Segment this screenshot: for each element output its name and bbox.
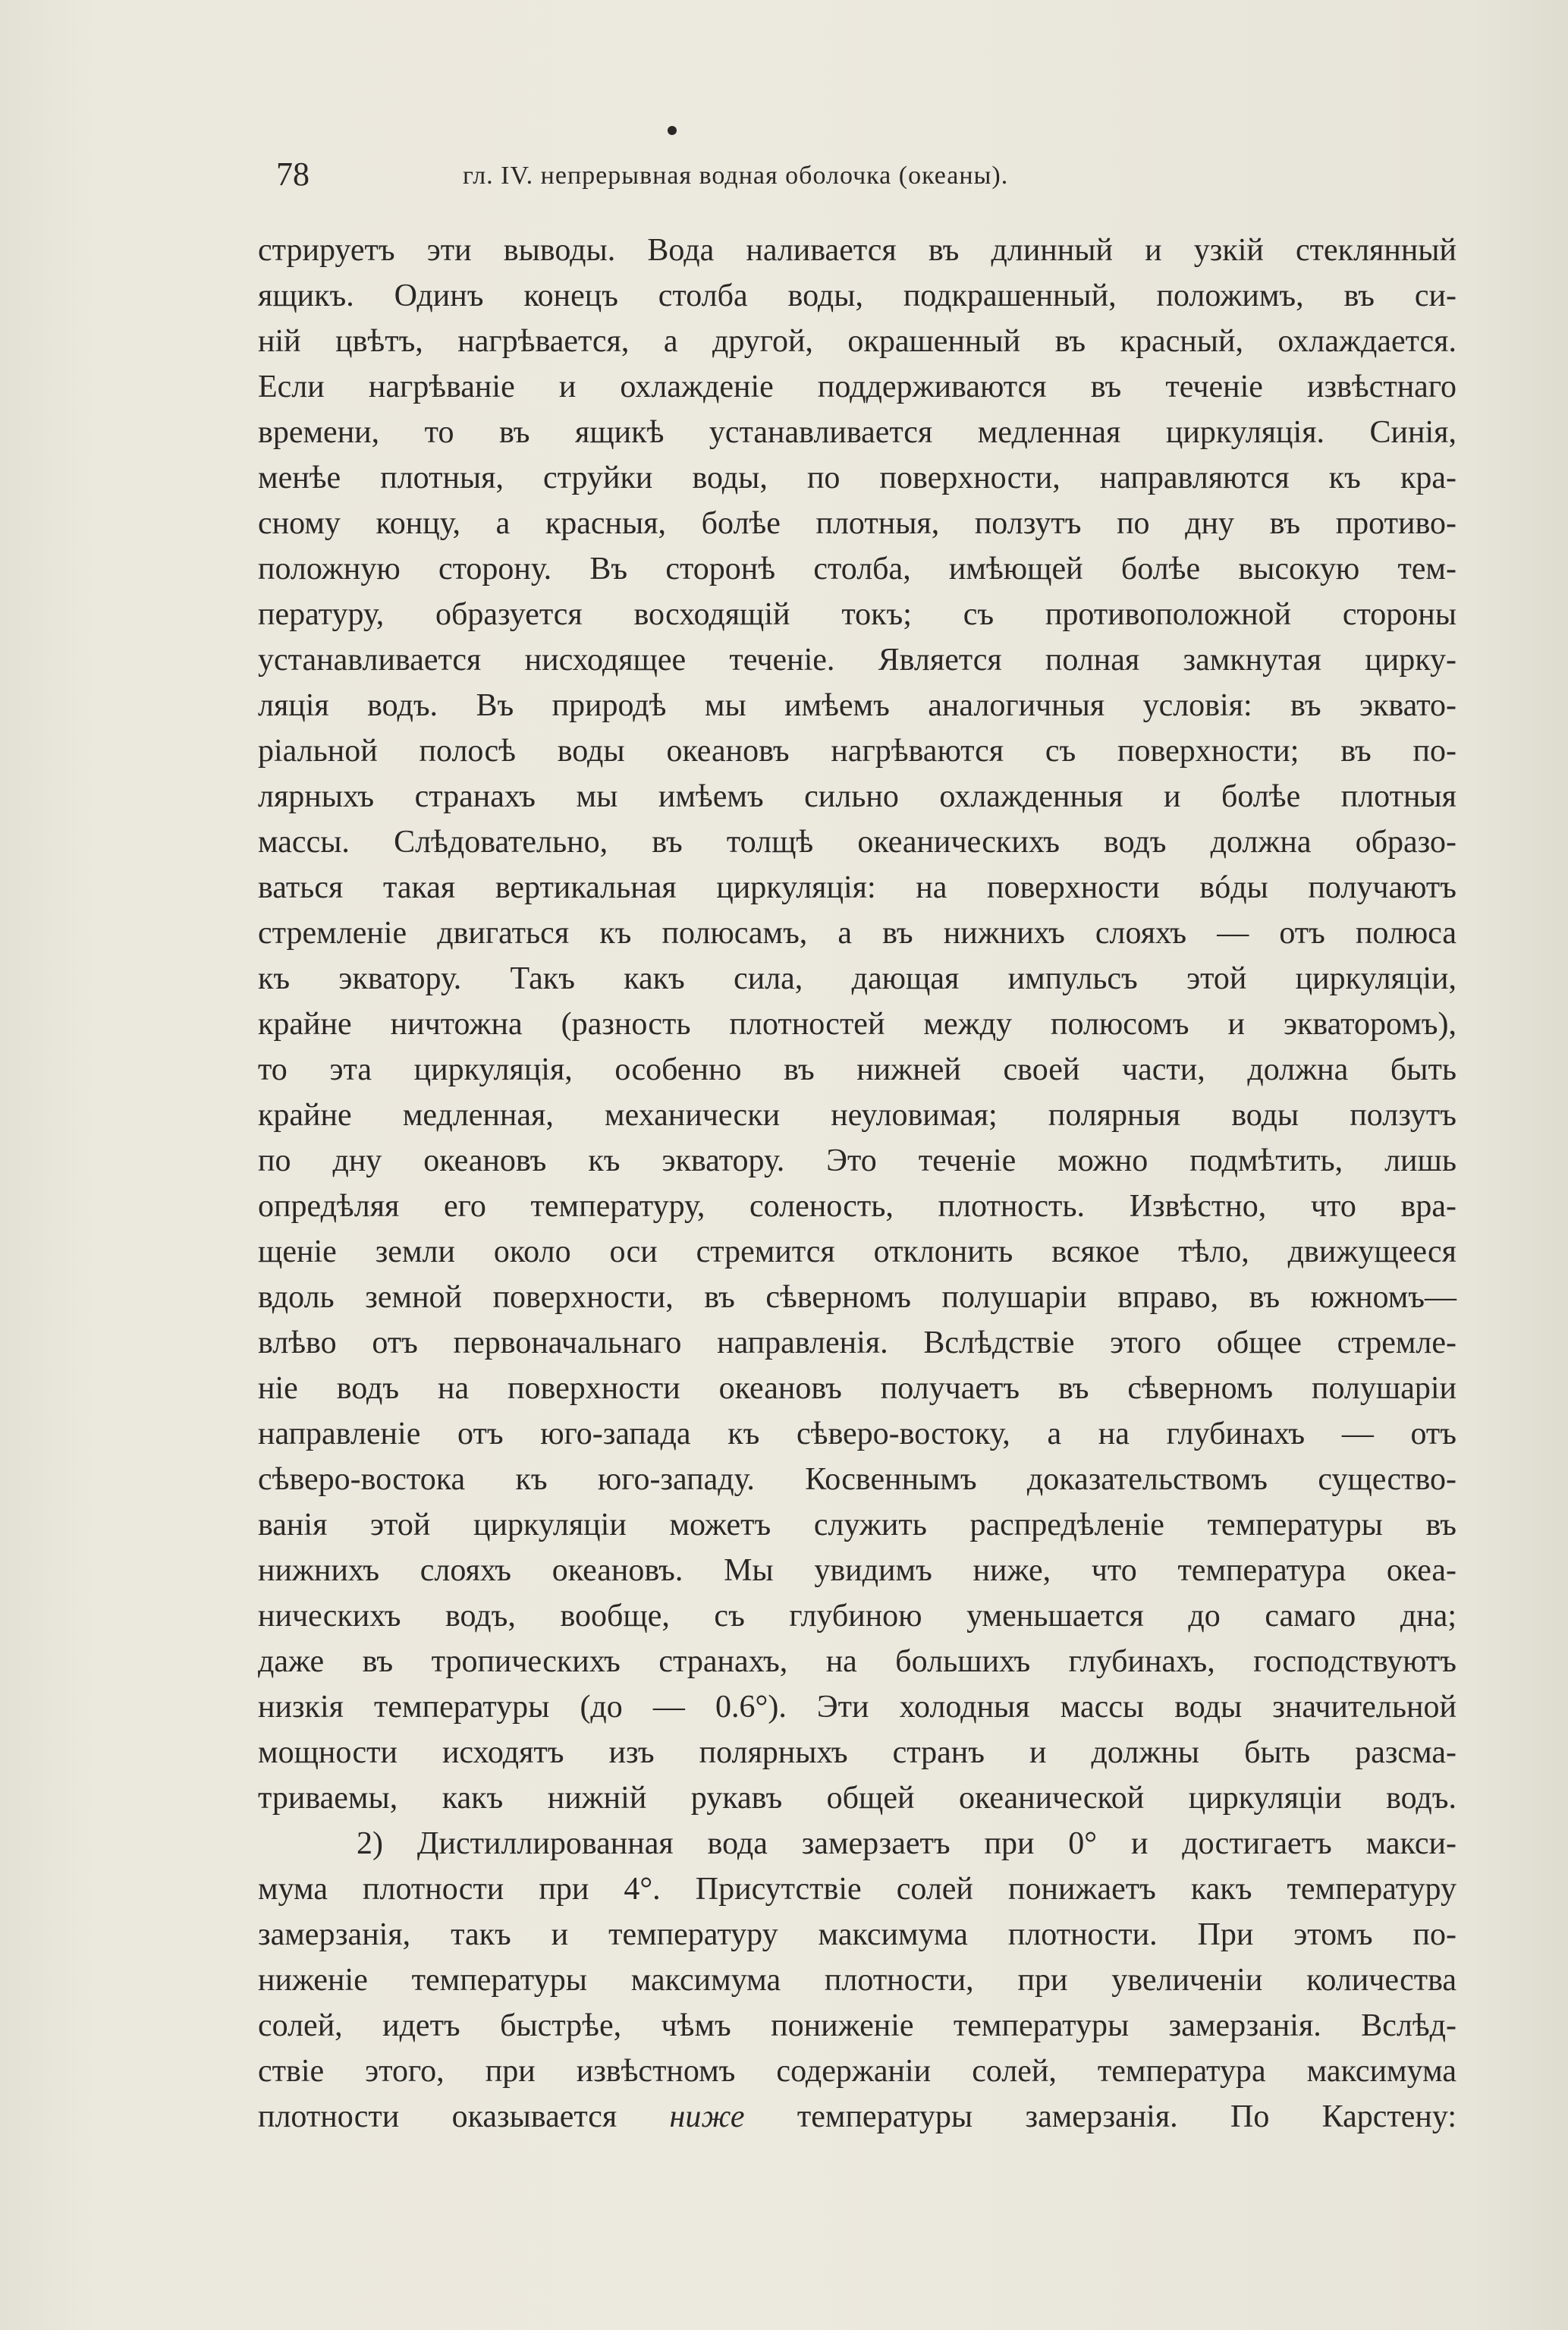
text-line: даже въ тропическихъ странахъ, на большихъ глубинахъ, господствуютъ (258, 1644, 1456, 1679)
text-line: мума плотности при 4°. Присутствіе солей понижаетъ какъ температуру (258, 1872, 1456, 1907)
text-line: крайне ничтожна (разность плотностей между полюсомъ и экваторомъ), (258, 1007, 1456, 1042)
text-line: ствіе этого, при извѣстномъ содержаніи солей, температура максимума (258, 2054, 1456, 2089)
text-line: солей, идетъ быстрѣе, чѣмъ пониженіе температуры замерзанія. Вслѣд- (258, 2008, 1456, 2043)
text-line: ниженіе температуры максимума плотности, при увеличеніи количества (258, 1963, 1456, 1998)
emphasis-word: ниже (669, 2099, 745, 2134)
text-line: ріальной полосѣ воды океановъ нагрѣваются съ поверхности; въ по- (258, 734, 1456, 769)
text-line: мощности исходятъ изъ полярныхъ странъ и должны быть разсма- (258, 1735, 1456, 1770)
text-line: ническихъ водъ, вообще, съ глубиною уменьшается до самаго дна; (258, 1599, 1456, 1634)
ink-dot (668, 126, 677, 135)
text-line: ляція водъ. Въ природѣ мы имѣемъ аналогичныя условія: въ эквато- (258, 688, 1456, 723)
text-line: стрируетъ эти выводы. Вода наливается въ длинный и узкій стеклянный (258, 233, 1456, 268)
text-line: крайне медленная, механически неуловимая; полярныя воды ползутъ (258, 1098, 1456, 1133)
running-head (273, 152, 1456, 197)
text-line: сѣверо-востока къ юго-западу. Косвеннымъ доказательствомъ существо- (258, 1462, 1456, 1497)
text-line: ній цвѣтъ, нагрѣвается, а другой, окрашенный въ красный, охлаждается. (258, 324, 1456, 359)
text-line: Если нагрѣваніе и охлажденіе поддерживаются въ теченіе извѣстнаго (258, 369, 1456, 404)
last-line-start: плотности оказывается (258, 2099, 670, 2134)
text-line: триваемы, какъ нижній рукавъ общей океанической циркуляціи водъ. (258, 1781, 1456, 1816)
text-line: сному концу, а красныя, болѣе плотныя, ползутъ по дну въ противо- (258, 506, 1456, 541)
text-line: вдоль земной поверхности, въ сѣверномъ полушаріи вправо, въ южномъ— (258, 1280, 1456, 1315)
text-line: ящикъ. Одинъ конецъ столба воды, подкрашенный, положимъ, въ си- (258, 278, 1456, 313)
text-line: пературу, образуется восходящій токъ; съ противоположной стороны (258, 597, 1456, 632)
paragraph-2-first-line: 2) Дистиллированная вода замерзаетъ при 0° и достигаетъ макси- (357, 1826, 1456, 1861)
text-line: щеніе земли около оси стремится отклонить всякое тѣло, движущееся (258, 1234, 1456, 1269)
text-line: массы. Слѣдовательно, въ толщѣ океаническихъ водъ должна образо- (258, 825, 1456, 860)
text-line: положную сторону. Въ сторонѣ столба, имѣющей болѣе высокую тем- (258, 552, 1456, 586)
text-line: опредѣляя его температуру, соленость, плотность. Извѣстно, что вра- (258, 1189, 1456, 1224)
text-line: ніе водъ на поверхности океановъ получаетъ въ сѣверномъ полушаріи (258, 1371, 1456, 1406)
text-line: ваться такая вертикальная циркуляція: на поверхности вóды получаютъ (258, 870, 1456, 905)
last-line-end: температуры замерзанія. По Карстену: (744, 2099, 1456, 2134)
text-line: стремленіе двигаться къ полюсамъ, а въ нижнихъ слояхъ — отъ полюса (258, 916, 1456, 951)
text-line: низкія температуры (до — 0.6°). Эти холодныя массы воды значительной (258, 1690, 1456, 1725)
text-line: къ экватору. Такъ какъ сила, дающая импульсъ этой циркуляціи, (258, 961, 1456, 996)
page-number: 78 (276, 156, 310, 193)
last-text-line (258, 2094, 1456, 2140)
text-line: ванія этой циркуляціи можетъ служить распредѣленіе температуры въ (258, 1508, 1456, 1542)
text-line: влѣво отъ первоначальнаго направленія. Вслѣдствіе этого общее стремле- (258, 1325, 1456, 1360)
chapter-title: гл. IV. непрерывная водная оболочка (океаны). (463, 162, 1009, 190)
body-text (258, 228, 1456, 2140)
text-line: то эта циркуляція, особенно въ нижней своей части, должна быть (258, 1052, 1456, 1087)
text-line: устанавливается нисходящее теченіе. Является полная замкнутая цирку- (258, 643, 1456, 678)
text-line: лярныхъ странахъ мы имѣемъ сильно охлажденныя и болѣе плотныя (258, 779, 1456, 814)
text-line: по дну океановъ къ экватору. Это теченіе можно подмѣтить, лишь (258, 1143, 1456, 1178)
text-line: направленіе отъ юго-запада къ сѣверо-востоку, а на глубинахъ — отъ (258, 1417, 1456, 1451)
text-line: времени, то въ ящикѣ устанавливается медленная циркуляція. Синія, (258, 415, 1456, 450)
text-line: нижнихъ слояхъ океановъ. Мы увидимъ ниже, что температура океа- (258, 1553, 1456, 1588)
text-line: замерзанія, такъ и температуру максимума плотности. При этомъ по- (258, 1917, 1456, 1952)
text-line: менѣе плотныя, струйки воды, по поверхности, направляются къ кра- (258, 461, 1456, 495)
